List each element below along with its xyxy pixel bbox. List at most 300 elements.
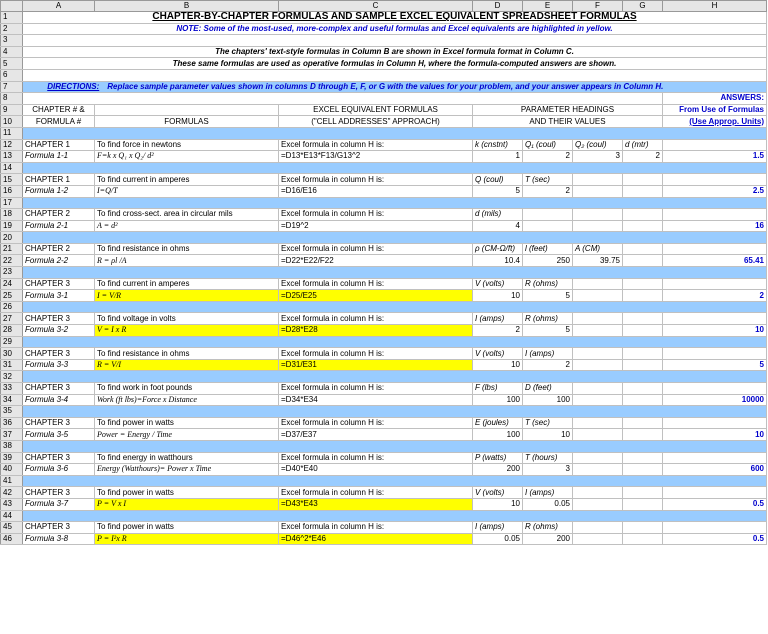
parameter-heading[interactable]: R (ohms) xyxy=(523,313,573,325)
description-cell[interactable]: To find cross-sect. area in circular mils xyxy=(95,209,279,221)
row-number[interactable]: 3 xyxy=(1,35,23,47)
table-row xyxy=(1,209,767,221)
parameter-value[interactable]: 0.05 xyxy=(523,498,573,510)
row-number[interactable]: 25 xyxy=(1,290,23,302)
answer-cell[interactable]: 5 xyxy=(663,359,767,371)
table-row xyxy=(1,174,767,186)
row-number[interactable]: 37 xyxy=(1,429,23,441)
row-number[interactable]: 9 xyxy=(1,104,23,116)
parameter-value[interactable] xyxy=(623,220,663,232)
parameter-heading[interactable] xyxy=(623,278,663,290)
parameter-heading[interactable] xyxy=(623,243,663,255)
cell[interactable] xyxy=(663,313,767,325)
parameter-heading[interactable] xyxy=(573,174,623,186)
row-number[interactable]: 28 xyxy=(1,325,23,337)
formula-cell[interactable]: P = I²x R xyxy=(95,533,279,545)
parameter-value[interactable]: 200 xyxy=(473,464,523,476)
row-number[interactable]: 4 xyxy=(1,46,23,58)
answers-header[interactable]: ANSWERS: xyxy=(663,93,767,105)
parameter-heading[interactable] xyxy=(573,278,623,290)
cell[interactable] xyxy=(663,348,767,360)
parameter-value[interactable] xyxy=(573,464,623,476)
cell[interactable] xyxy=(663,243,767,255)
row-number[interactable]: 46 xyxy=(1,533,23,545)
directions-cell[interactable] xyxy=(23,81,767,93)
chapter-cell[interactable]: CHAPTER 1 xyxy=(23,174,95,186)
parameter-heading[interactable]: I (amps) xyxy=(473,522,523,534)
note-cell[interactable]: NOTE: Some of the most-used, more-complex and useful formulas and Excel equivalents are highlighted in yellow. xyxy=(23,23,767,35)
description-cell[interactable]: To find voltage in volts xyxy=(95,313,279,325)
parameter-value[interactable]: 10 xyxy=(473,498,523,510)
description-cell[interactable]: To find power in watts xyxy=(95,522,279,534)
row-number[interactable]: 43 xyxy=(1,498,23,510)
row-number[interactable]: 16 xyxy=(1,185,23,197)
row-number[interactable]: 18 xyxy=(1,209,23,221)
formula-number-cell[interactable]: Formula 2-2 xyxy=(23,255,95,267)
formula-cell[interactable]: I = V/R xyxy=(95,290,279,302)
table-row xyxy=(1,348,767,360)
row-number[interactable]: 23 xyxy=(1,267,23,279)
row-number[interactable]: 35 xyxy=(1,406,23,418)
row-number[interactable]: 39 xyxy=(1,452,23,464)
table-row xyxy=(1,452,767,464)
excel-label-cell[interactable]: Excel formula in column H is: xyxy=(279,209,473,221)
formula-cell[interactable]: F=k x Q₁ x Q₂/ d² xyxy=(95,151,279,163)
chapter-cell[interactable]: CHAPTER 2 xyxy=(23,209,95,221)
parameter-heading[interactable] xyxy=(573,348,623,360)
separator-row[interactable] xyxy=(23,475,767,487)
formula-number-cell[interactable]: Formula 1-2 xyxy=(23,185,95,197)
parameter-value[interactable]: 2 xyxy=(473,325,523,337)
parameter-value[interactable] xyxy=(623,185,663,197)
separator-row[interactable] xyxy=(23,406,767,418)
parameter-value[interactable]: 0.05 xyxy=(473,533,523,545)
row-number[interactable]: 19 xyxy=(1,220,23,232)
parameter-heading[interactable] xyxy=(573,209,623,221)
excel-formula-cell[interactable]: =D46^2*E46 xyxy=(279,533,473,545)
answers-units[interactable]: (Use Approp. Units) xyxy=(663,116,767,128)
column-header[interactable]: D xyxy=(473,1,523,12)
row-number[interactable]: 29 xyxy=(1,336,23,348)
table-row xyxy=(1,429,767,441)
excel-formula-cell[interactable]: =D34*E34 xyxy=(279,394,473,406)
table-row xyxy=(1,58,767,70)
excel-formula-cell[interactable]: =D19^2 xyxy=(279,220,473,232)
parameter-value[interactable] xyxy=(623,290,663,302)
parameter-heading[interactable] xyxy=(573,487,623,499)
parameter-value[interactable]: 10 xyxy=(473,290,523,302)
table-row xyxy=(1,267,767,279)
chapter-cell[interactable]: CHAPTER 3 xyxy=(23,348,95,360)
row-number[interactable]: 14 xyxy=(1,162,23,174)
parameter-heading[interactable]: A (CM) xyxy=(573,243,623,255)
excel-label-cell[interactable]: Excel formula in column H is: xyxy=(279,313,473,325)
column-header[interactable]: C xyxy=(279,1,473,12)
answer-cell[interactable]: 1.5 xyxy=(663,151,767,163)
answer-cell[interactable]: 2 xyxy=(663,290,767,302)
parameter-heading[interactable] xyxy=(573,522,623,534)
row-number[interactable]: 8 xyxy=(1,93,23,105)
parameter-value[interactable]: 10 xyxy=(473,359,523,371)
parameter-heading[interactable]: V (volts) xyxy=(473,278,523,290)
parameter-value[interactable] xyxy=(623,394,663,406)
formula-number-cell[interactable]: Formula 3-2 xyxy=(23,325,95,337)
select-all-corner[interactable] xyxy=(1,1,23,12)
separator-row[interactable] xyxy=(23,440,767,452)
parameter-value[interactable]: 5 xyxy=(473,185,523,197)
parameter-value[interactable] xyxy=(573,185,623,197)
parameter-value[interactable]: 5 xyxy=(523,290,573,302)
cell[interactable] xyxy=(23,93,663,105)
row-number[interactable]: 34 xyxy=(1,394,23,406)
chapter-cell[interactable]: CHAPTER 3 xyxy=(23,313,95,325)
excel-label-cell[interactable]: Excel formula in column H is: xyxy=(279,348,473,360)
table-row xyxy=(1,394,767,406)
excel-formula-cell[interactable]: =D28*E28 xyxy=(279,325,473,337)
column-header[interactable]: F xyxy=(573,1,623,12)
description-cell[interactable]: To find force in newtons xyxy=(95,139,279,151)
description-cell[interactable]: To find current in amperes xyxy=(95,174,279,186)
parameter-value[interactable]: 100 xyxy=(473,394,523,406)
row-number[interactable]: 32 xyxy=(1,371,23,383)
parameter-heading[interactable] xyxy=(623,487,663,499)
parameter-heading[interactable] xyxy=(523,209,573,221)
description-cell[interactable]: To find energy in watthours xyxy=(95,452,279,464)
formula-cell[interactable]: R = ρl /A xyxy=(95,255,279,267)
chapter-cell[interactable]: CHAPTER 3 xyxy=(23,487,95,499)
cell[interactable] xyxy=(663,278,767,290)
parameter-value[interactable] xyxy=(623,359,663,371)
parameter-value[interactable]: 4 xyxy=(473,220,523,232)
answer-cell[interactable]: 65.41 xyxy=(663,255,767,267)
parameter-value[interactable]: 2 xyxy=(523,151,573,163)
parameter-value[interactable]: 1 xyxy=(473,151,523,163)
excel-label-cell[interactable]: Excel formula in column H is: xyxy=(279,278,473,290)
parameter-heading[interactable]: E (joules) xyxy=(473,417,523,429)
parameter-value[interactable] xyxy=(573,429,623,441)
excel-formula-cell[interactable]: =D37/E37 xyxy=(279,429,473,441)
answer-cell[interactable]: 16 xyxy=(663,220,767,232)
parameter-heading[interactable]: T (hours) xyxy=(523,452,573,464)
sheet-title[interactable]: CHAPTER-BY-CHAPTER FORMULAS AND SAMPLE EXCEL EQUIVALENT SPREADSHEET FORMULAS xyxy=(23,12,767,24)
header-values[interactable]: AND THEIR VALUES xyxy=(473,116,663,128)
formula-cell[interactable]: V = I x R xyxy=(95,325,279,337)
formula-cell[interactable]: Power = Energy / Time xyxy=(95,429,279,441)
excel-label-cell[interactable]: Excel formula in column H is: xyxy=(279,417,473,429)
parameter-value[interactable]: 10.4 xyxy=(473,255,523,267)
header-parameters[interactable]: PARAMETER HEADINGS xyxy=(473,104,663,116)
separator-row[interactable] xyxy=(23,301,767,313)
formula-number-cell[interactable]: Formula 3-4 xyxy=(23,394,95,406)
formula-cell[interactable]: P = V x I xyxy=(95,498,279,510)
parameter-heading[interactable]: I (amps) xyxy=(523,348,573,360)
parameter-value[interactable] xyxy=(623,533,663,545)
formula-number-cell[interactable]: Formula 2-1 xyxy=(23,220,95,232)
column-header[interactable]: A xyxy=(23,1,95,12)
row-number[interactable]: 40 xyxy=(1,464,23,476)
answer-cell[interactable]: 10 xyxy=(663,325,767,337)
formula-cell[interactable]: I=Q/T xyxy=(95,185,279,197)
parameter-heading[interactable]: I (amps) xyxy=(523,487,573,499)
description-cell[interactable]: To find resistance in ohms xyxy=(95,243,279,255)
description-cell[interactable]: To find power in watts xyxy=(95,417,279,429)
directions-text: Replace sample parameter values shown in columns D through E, F, or G with the values for your problem, and your answer appears in Column H. xyxy=(107,81,664,91)
formula-number-cell[interactable]: Formula 3-8 xyxy=(23,533,95,545)
formula-cell[interactable]: Energy (Watthours)= Power x Time xyxy=(95,464,279,476)
header-excel[interactable]: EXCEL EQUIVALENT FORMULAS xyxy=(279,104,473,116)
separator-row[interactable] xyxy=(23,336,767,348)
row-number[interactable]: 31 xyxy=(1,359,23,371)
parameter-heading[interactable]: Q₁ (coul) xyxy=(523,139,573,151)
table-row xyxy=(1,104,767,116)
formula-cell[interactable]: R = V/I xyxy=(95,359,279,371)
parameter-value[interactable]: 39.75 xyxy=(573,255,623,267)
separator-row[interactable] xyxy=(23,371,767,383)
description-cell[interactable]: To find current in amperes xyxy=(95,278,279,290)
parameter-heading[interactable]: I (amps) xyxy=(473,313,523,325)
parameter-value[interactable] xyxy=(573,533,623,545)
parameter-heading[interactable]: d (mtr) xyxy=(623,139,663,151)
formula-number-cell[interactable]: Formula 3-1 xyxy=(23,290,95,302)
table-row xyxy=(1,127,767,139)
row-number[interactable]: 2 xyxy=(1,23,23,35)
excel-formula-cell[interactable]: =D43*E43 xyxy=(279,498,473,510)
table-row xyxy=(1,325,767,337)
cell[interactable] xyxy=(23,35,767,47)
chapter-cell[interactable]: CHAPTER 3 xyxy=(23,278,95,290)
excel-label-cell[interactable]: Excel formula in column H is: xyxy=(279,383,473,395)
answer-cell[interactable]: 0.5 xyxy=(663,533,767,545)
cell[interactable] xyxy=(95,104,279,116)
parameter-value[interactable] xyxy=(573,394,623,406)
parameter-value[interactable]: 100 xyxy=(523,394,573,406)
answers-subheader[interactable]: From Use of Formulas xyxy=(663,104,767,116)
row-number[interactable]: 12 xyxy=(1,139,23,151)
row-number[interactable]: 30 xyxy=(1,348,23,360)
row-number[interactable]: 13 xyxy=(1,151,23,163)
parameter-value[interactable]: 2 xyxy=(523,359,573,371)
row-number[interactable]: 1 xyxy=(1,12,23,24)
parameter-heading[interactable] xyxy=(573,313,623,325)
header-formulas[interactable]: FORMULAS xyxy=(95,116,279,128)
info-cell[interactable]: The chapters' text-style formulas in Column B are shown in Excel formula format in Column C. xyxy=(23,46,767,58)
cell[interactable] xyxy=(663,522,767,534)
parameter-value[interactable] xyxy=(573,220,623,232)
parameter-heading[interactable] xyxy=(573,452,623,464)
excel-formula-cell[interactable]: =D31/E31 xyxy=(279,359,473,371)
row-number[interactable]: 45 xyxy=(1,522,23,534)
table-row xyxy=(1,255,767,267)
header-formula-no[interactable]: FORMULA # xyxy=(23,116,95,128)
row-number[interactable]: 22 xyxy=(1,255,23,267)
parameter-value[interactable]: 10 xyxy=(523,429,573,441)
parameter-value[interactable] xyxy=(573,498,623,510)
row-number[interactable]: 42 xyxy=(1,487,23,499)
parameter-heading[interactable]: d (mils) xyxy=(473,209,523,221)
formula-number-cell[interactable]: Formula 3-7 xyxy=(23,498,95,510)
row-number[interactable]: 44 xyxy=(1,510,23,522)
table-row xyxy=(1,440,767,452)
formula-number-cell[interactable]: Formula 3-6 xyxy=(23,464,95,476)
table-row xyxy=(1,487,767,499)
parameter-heading[interactable]: R (ohms) xyxy=(523,522,573,534)
parameter-heading[interactable]: ρ (CM-Ω/ft) xyxy=(473,243,523,255)
parameter-heading[interactable]: D (feet) xyxy=(523,383,573,395)
excel-label-cell[interactable]: Excel formula in column H is: xyxy=(279,139,473,151)
parameter-heading[interactable] xyxy=(573,417,623,429)
separator-row[interactable] xyxy=(23,267,767,279)
row-number[interactable]: 27 xyxy=(1,313,23,325)
parameter-value[interactable]: 200 xyxy=(523,533,573,545)
table-row xyxy=(1,406,767,418)
row-number[interactable]: 6 xyxy=(1,69,23,81)
row-number[interactable]: 17 xyxy=(1,197,23,209)
parameter-value[interactable]: 2 xyxy=(523,185,573,197)
parameter-value[interactable] xyxy=(623,498,663,510)
parameter-heading[interactable]: P (watts) xyxy=(473,452,523,464)
excel-label-cell[interactable]: Excel formula in column H is: xyxy=(279,174,473,186)
separator-row[interactable] xyxy=(23,197,767,209)
row-number[interactable]: 38 xyxy=(1,440,23,452)
parameter-heading[interactable]: k (cnstnt) xyxy=(473,139,523,151)
parameter-heading[interactable] xyxy=(623,522,663,534)
row-number[interactable]: 24 xyxy=(1,278,23,290)
formula-number-cell[interactable]: Formula 3-3 xyxy=(23,359,95,371)
parameter-heading[interactable] xyxy=(573,383,623,395)
row-number[interactable]: 26 xyxy=(1,301,23,313)
row-number[interactable]: 15 xyxy=(1,174,23,186)
separator-row[interactable] xyxy=(23,232,767,244)
parameter-value[interactable] xyxy=(523,220,573,232)
formula-cell[interactable]: Work (ft lbs)=Force x Distance xyxy=(95,394,279,406)
separator-row[interactable] xyxy=(23,162,767,174)
excel-formula-cell[interactable]: =D40*E40 xyxy=(279,464,473,476)
parameter-heading[interactable] xyxy=(623,417,663,429)
excel-formula-cell[interactable]: =D16/E16 xyxy=(279,185,473,197)
description-cell[interactable]: To find power in watts xyxy=(95,487,279,499)
answer-cell[interactable]: 2.5 xyxy=(663,185,767,197)
table-row xyxy=(1,475,767,487)
parameter-heading[interactable]: Q₂ (coul) xyxy=(573,139,623,151)
answer-cell[interactable]: 10000 xyxy=(663,394,767,406)
excel-label-cell[interactable]: Excel formula in column H is: xyxy=(279,243,473,255)
parameter-value[interactable]: 250 xyxy=(523,255,573,267)
parameter-heading[interactable] xyxy=(623,209,663,221)
parameter-heading[interactable]: T (sec) xyxy=(523,417,573,429)
parameter-heading[interactable]: V (volts) xyxy=(473,348,523,360)
row-number[interactable]: 41 xyxy=(1,475,23,487)
answer-cell[interactable]: 10 xyxy=(663,429,767,441)
header-chapter[interactable]: CHAPTER # & xyxy=(23,104,95,116)
row-number[interactable]: 7 xyxy=(1,81,23,93)
parameter-value[interactable] xyxy=(573,325,623,337)
answer-cell[interactable]: 0.5 xyxy=(663,498,767,510)
parameter-heading[interactable] xyxy=(623,174,663,186)
parameter-heading[interactable] xyxy=(623,313,663,325)
parameter-value[interactable]: 3 xyxy=(523,464,573,476)
description-cell[interactable]: To find resistance in ohms xyxy=(95,348,279,360)
parameter-heading[interactable]: T (sec) xyxy=(523,174,573,186)
excel-formula-cell[interactable]: =D22*E22/F22 xyxy=(279,255,473,267)
parameter-heading[interactable]: l (feet) xyxy=(523,243,573,255)
cell[interactable] xyxy=(663,174,767,186)
column-header[interactable]: H xyxy=(663,1,767,12)
column-header[interactable]: B xyxy=(95,1,279,12)
header-cell-addresses[interactable]: ("CELL ADDRESSES" APPROACH) xyxy=(279,116,473,128)
chapter-cell[interactable]: CHAPTER 3 xyxy=(23,522,95,534)
parameter-value[interactable] xyxy=(623,255,663,267)
parameter-value[interactable] xyxy=(573,359,623,371)
cell[interactable] xyxy=(663,139,767,151)
chapter-cell[interactable]: CHAPTER 3 xyxy=(23,417,95,429)
parameter-value[interactable]: 5 xyxy=(523,325,573,337)
parameter-heading[interactable] xyxy=(623,383,663,395)
column-header[interactable]: E xyxy=(523,1,573,12)
parameter-value[interactable]: 100 xyxy=(473,429,523,441)
parameter-value[interactable]: 3 xyxy=(573,151,623,163)
row-number[interactable]: 21 xyxy=(1,243,23,255)
parameter-value[interactable] xyxy=(623,429,663,441)
row-number[interactable]: 33 xyxy=(1,383,23,395)
cell[interactable] xyxy=(663,209,767,221)
parameter-value[interactable] xyxy=(623,325,663,337)
parameter-heading[interactable]: V (volts) xyxy=(473,487,523,499)
row-number[interactable]: 11 xyxy=(1,127,23,139)
info-cell[interactable]: These same formulas are used as operative formulas in Column H, where the formula-computed answers are shown. xyxy=(23,58,767,70)
parameter-value[interactable]: 2 xyxy=(623,151,663,163)
column-header[interactable]: G xyxy=(623,1,663,12)
chapter-cell[interactable]: CHAPTER 3 xyxy=(23,383,95,395)
excel-label-cell[interactable]: Excel formula in column H is: xyxy=(279,452,473,464)
chapter-cell[interactable]: CHAPTER 2 xyxy=(23,243,95,255)
cell[interactable] xyxy=(663,487,767,499)
parameter-value[interactable] xyxy=(623,464,663,476)
formula-number-cell[interactable]: Formula 3-5 xyxy=(23,429,95,441)
cell[interactable] xyxy=(663,383,767,395)
cell[interactable] xyxy=(663,452,767,464)
parameter-value[interactable] xyxy=(573,290,623,302)
table-row xyxy=(1,162,767,174)
separator-row[interactable] xyxy=(23,510,767,522)
excel-label-cell[interactable]: Excel formula in column H is: xyxy=(279,522,473,534)
separator-row[interactable] xyxy=(23,127,767,139)
parameter-heading[interactable]: F (lbs) xyxy=(473,383,523,395)
chapter-cell[interactable]: CHAPTER 3 xyxy=(23,452,95,464)
excel-formula-cell[interactable]: =D25/E25 xyxy=(279,290,473,302)
excel-formula-cell[interactable]: =D13*E13*F13/G13^2 xyxy=(279,151,473,163)
formula-cell[interactable]: A = d² xyxy=(95,220,279,232)
table-row xyxy=(1,139,767,151)
cell[interactable] xyxy=(663,417,767,429)
table-row xyxy=(1,464,767,476)
description-cell[interactable]: To find work in foot pounds xyxy=(95,383,279,395)
parameter-heading[interactable]: R (ohms) xyxy=(523,278,573,290)
cell[interactable] xyxy=(23,69,767,81)
row-number[interactable]: 36 xyxy=(1,417,23,429)
parameter-heading[interactable]: Q (coul) xyxy=(473,174,523,186)
table-row xyxy=(1,383,767,395)
table-row xyxy=(1,81,767,93)
answer-cell[interactable]: 600 xyxy=(663,464,767,476)
formula-number-cell[interactable]: Formula 1-1 xyxy=(23,151,95,163)
parameter-heading[interactable] xyxy=(623,452,663,464)
excel-label-cell[interactable]: Excel formula in column H is: xyxy=(279,487,473,499)
chapter-cell[interactable]: CHAPTER 1 xyxy=(23,139,95,151)
row-number[interactable]: 20 xyxy=(1,232,23,244)
row-number[interactable]: 10 xyxy=(1,116,23,128)
parameter-heading[interactable] xyxy=(623,348,663,360)
row-number[interactable]: 5 xyxy=(1,58,23,70)
